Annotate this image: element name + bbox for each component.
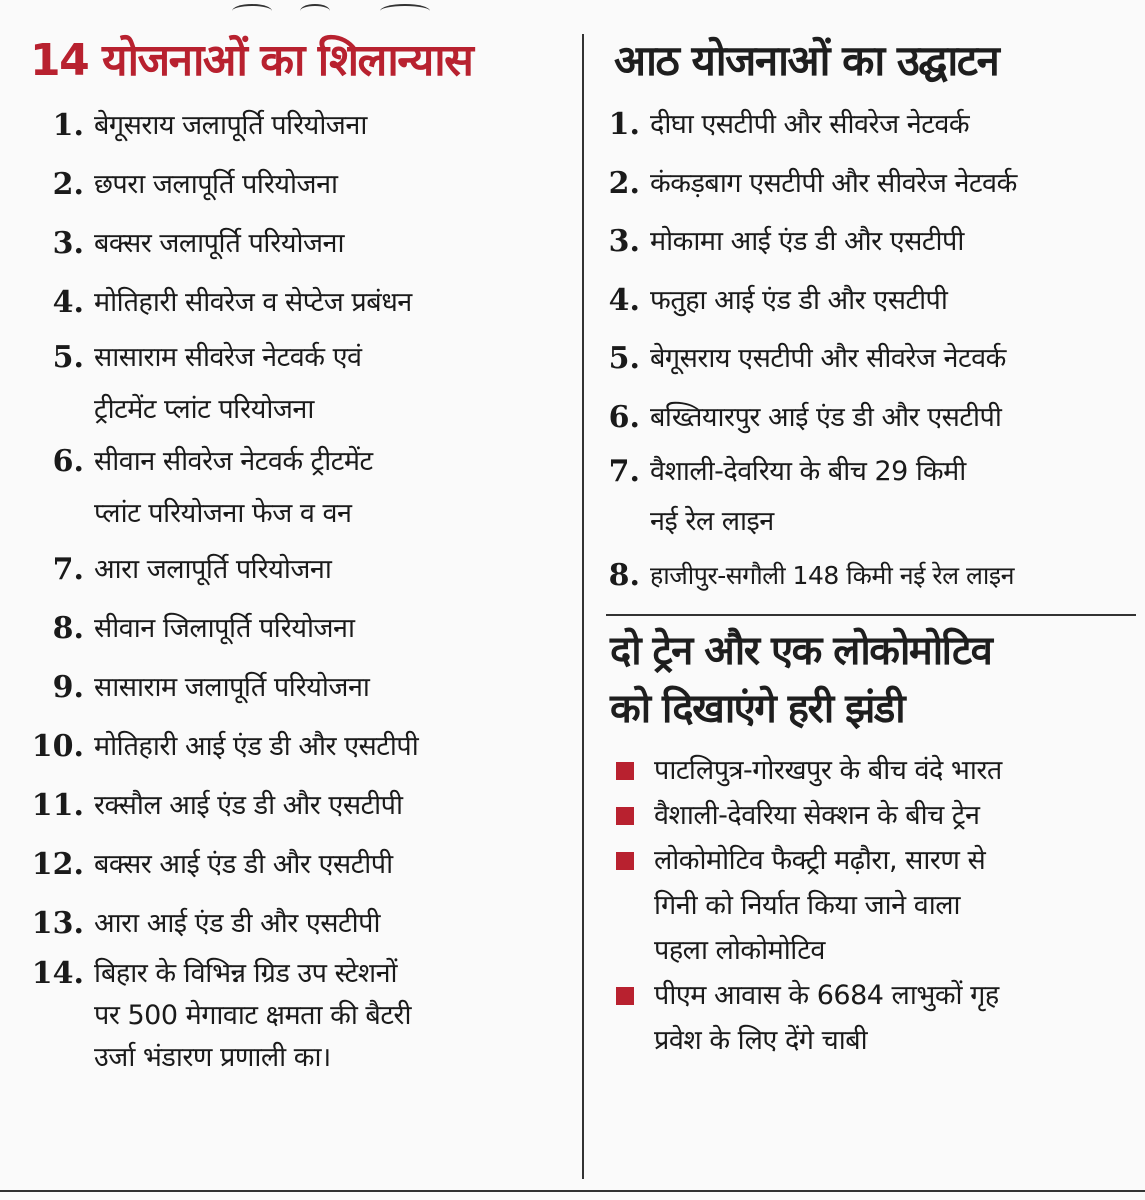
right-heading: आठ योजनाओं का उद्घाटन: [614, 36, 999, 85]
list-item: [0, 96, 576, 155]
item-text: आरा आई एंड डी और एसटीपी: [94, 908, 380, 939]
item-number: 3.: [52, 226, 84, 261]
item-text: दीघा एसटीपी और सीवरेज नेटवर्क: [650, 109, 970, 140]
trains-heading: दो ट्रेन और एक लोकोमोटिव को दिखाएंगे हरी झंडी: [610, 627, 992, 732]
item-number: 7.: [52, 552, 84, 587]
red-square-bullet-icon: [616, 807, 634, 825]
item-number: 2.: [608, 165, 640, 201]
item-number: 1.: [608, 107, 640, 142]
item-text: बक्सर आई एंड डी और एसटीपी: [94, 849, 393, 880]
item-text: फतुहा आई एंड डी और एसटीपी: [650, 284, 948, 316]
item-text: मोकामा आई एंड डी और एसटीपी: [650, 226, 964, 257]
item-text: वैशाली-देवरिया के बीच 29 किमी नई रेल लाइन: [650, 456, 966, 537]
item-number: 5.: [608, 341, 640, 376]
list-item: [600, 272, 1145, 331]
item-number: 5.: [52, 340, 84, 375]
item-number: 6.: [608, 399, 640, 435]
column-divider: [582, 34, 584, 1179]
right-column: [600, 22, 1145, 1063]
list-item: [0, 953, 576, 1079]
list-item: [0, 214, 576, 273]
item-text: मोतिहारी सीवरेज व सेप्टेज प्रबंधन: [94, 287, 412, 318]
section-separator: [606, 614, 1136, 616]
item-number: 8.: [52, 611, 84, 646]
list-item: [0, 155, 576, 214]
left-column: [0, 22, 576, 1079]
item-number: 3.: [608, 224, 640, 259]
list-item: [0, 835, 576, 894]
list-item: [0, 332, 576, 436]
item-text: बख्तियारपुर आई एंड डी और एसटीपी: [650, 401, 1002, 433]
item-text: सासाराम जलापूर्ति परियोजना: [94, 672, 370, 703]
item-text: सीवान जिलापूर्ति परियोजना: [94, 613, 355, 644]
red-square-bullet-icon: [616, 852, 634, 870]
item-text: छपरा जलापूर्ति परियोजना: [94, 169, 338, 200]
cropped-top-edge: [0, 0, 1145, 22]
item-text: बक्सर जलापूर्ति परियोजना: [94, 228, 345, 259]
list-item: [0, 658, 576, 717]
item-text: मोतिहारी आई एंड डी और एसटीपी: [94, 731, 419, 762]
bullet-text: वैशाली-देवरिया सेक्शन के बीच ट्रेन: [654, 799, 980, 831]
inauguration-projects-list: [600, 96, 1145, 606]
list-item: [0, 717, 576, 776]
item-number: 1.: [52, 108, 84, 143]
list-item: [0, 540, 576, 599]
list-item: [0, 273, 576, 332]
item-number: 7.: [608, 454, 640, 489]
list-item: [0, 436, 576, 540]
list-item: [600, 447, 1145, 547]
item-text: बेगूसराय एसटीपी और सीवरेज नेटवर्क: [650, 343, 1006, 374]
item-number: 12.: [31, 847, 84, 882]
bullet-item: [600, 973, 1145, 1063]
item-text: बेगूसराय जलापूर्ति परियोजना: [94, 110, 367, 141]
list-item: [600, 213, 1145, 272]
item-number: 11.: [31, 788, 84, 823]
red-square-bullet-icon: [616, 762, 634, 780]
left-heading: 14 योजनाओं का शिलान्यास: [30, 35, 473, 86]
list-item: [600, 389, 1145, 448]
item-text: हाजीपुर-सगौली 148 किमी नई रेल लाइन: [650, 561, 1015, 590]
list-item: [0, 776, 576, 835]
item-number: 6.: [52, 444, 84, 479]
item-text: सीवान सीवरेज नेटवर्क ट्रीटमेंट प्लांट परियोजना फेज व वन: [94, 446, 373, 529]
item-number: 13.: [31, 906, 84, 941]
item-text: सासाराम सीवरेज नेटवर्क एवं ट्रीटमेंट प्लांट परियोजना: [94, 342, 362, 425]
item-number: 14.: [31, 956, 84, 991]
bullet-item: [600, 838, 1145, 973]
bullet-item: [600, 793, 1145, 838]
item-text: बिहार के विभिन्न ग्रिड उप स्टेशनों पर 500 मेगावाट क्षमता की बैटरी उर्जा भंडारण प्रणाली का।: [94, 958, 411, 1073]
item-text: कंकड़बाग एसटीपी और सीवरेज नेटवर्क: [650, 167, 1017, 199]
bullet-text: पीएम आवास के 6684 लाभुकों गृह प्रवेश के लिए देंगे चाबी: [654, 979, 999, 1056]
list-item: [0, 599, 576, 658]
red-square-bullet-icon: [616, 987, 634, 1005]
item-number: 8.: [608, 558, 640, 593]
bullet-text: पाटलिपुत्र-गोरखपुर के बीच वंदे भारत: [654, 754, 1002, 786]
list-item: [600, 547, 1145, 606]
item-number: 4.: [608, 282, 640, 318]
bottom-rule: [0, 1190, 1145, 1192]
bullet-item: [600, 748, 1145, 793]
list-item: [600, 96, 1145, 155]
item-number: 4.: [52, 285, 84, 320]
item-number: 9.: [52, 670, 84, 705]
bullet-text: लोकोमोटिव फैक्ट्री मढ़ौरा, सारण से गिनी को निर्यात किया जाने वाला पहला लोकोमोटिव: [654, 844, 986, 966]
list-item: [600, 155, 1145, 214]
item-number: 10.: [31, 729, 84, 764]
trains-bullet-list: [600, 748, 1145, 1063]
item-text: रक्सौल आई एंड डी और एसटीपी: [94, 790, 403, 821]
item-number: 2.: [52, 167, 84, 202]
item-text: आरा जलापूर्ति परियोजना: [94, 554, 332, 585]
foundation-projects-list: [0, 96, 576, 1079]
list-item: [0, 894, 576, 953]
list-item: [600, 330, 1145, 389]
